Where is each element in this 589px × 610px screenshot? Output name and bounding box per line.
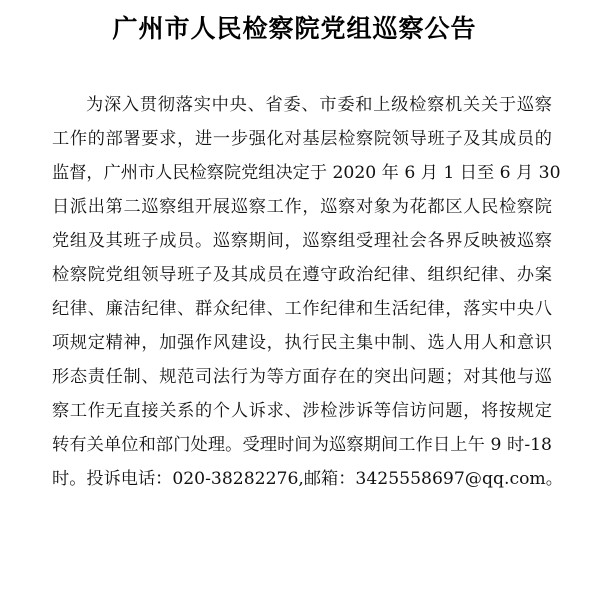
- body-line: 监督，广州市人民检察院党组决定于 2020 年 6 月 1 日至 6 月 30: [52, 163, 561, 183]
- contact-line: 时。投诉电话：020-38282276,邮箱：3425558697@qq.com。: [52, 469, 563, 489]
- body-line: 形态责任制、规范司法行为等方面存在的突出问题；对其他与巡: [52, 367, 552, 387]
- document-title: 广州市人民检察院党组巡察公告: [112, 14, 477, 43]
- body-line: 项规定精神，加强作风建设，执行民主集中制、选人用人和意识: [52, 333, 552, 353]
- body-line: 日派出第二巡察组开展巡察工作，巡察对象为花都区人民检察院: [52, 197, 552, 217]
- body-line: 检察院党组领导班子及其成员在遵守政治纪律、组织纪律、办案: [52, 265, 552, 285]
- body-line: 纪律、廉洁纪律、群众纪律、工作纪律和生活纪律，落实中央八: [52, 299, 552, 319]
- body-line: 转有关单位和部门处理。受理时间为巡察期间工作日上午 9 时-18: [52, 435, 552, 455]
- body-line: 党组及其班子成员。巡察期间，巡察组受理社会各界反映被巡察: [52, 231, 552, 251]
- body-line: 工作的部署要求，进一步强化对基层检察院领导班子及其成员的: [52, 129, 552, 149]
- body-line: 为深入贯彻落实中央、省委、市委和上级检察机关关于巡察: [86, 95, 552, 115]
- document-body: [52, 88, 563, 496]
- body-line: 察工作无直接关系的个人诉求、涉检涉诉等信访问题，将按规定: [52, 401, 552, 421]
